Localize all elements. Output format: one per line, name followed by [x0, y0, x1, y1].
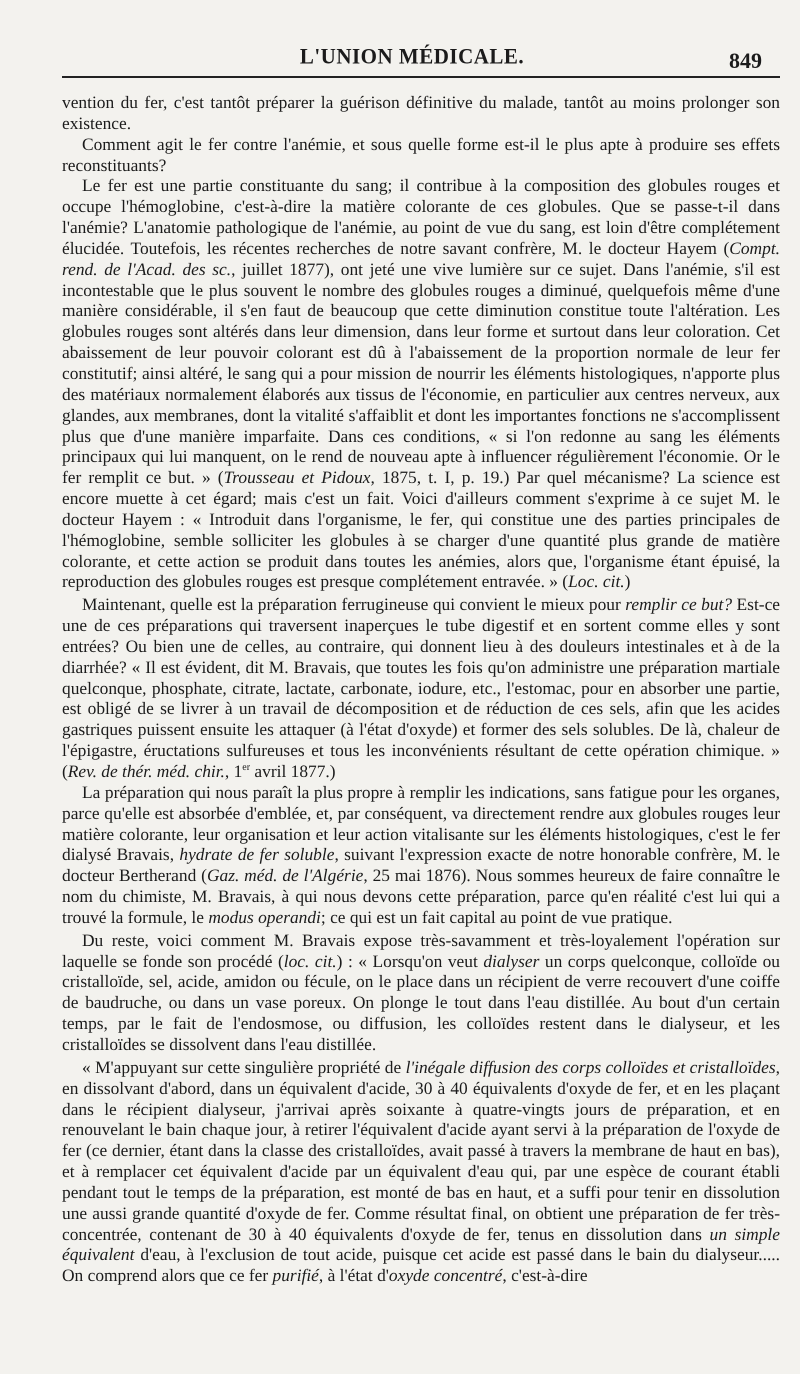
header-rule: [62, 76, 780, 78]
italic-text: Compt. rend. de l'Acad. des sc.: [62, 237, 780, 279]
text-run: Comment agit le fer contre l'anémie, et sous quelle forme est-il le plus apte à produire ses effets reconstituants?: [62, 133, 780, 175]
italic-text: purifié: [272, 1265, 319, 1286]
italic-text: Trousseau et Pidoux,: [223, 467, 375, 488]
text-run: un corps quelconque, colloïde ou cristalloïde, sel, acide, amidon ou fécule, on le place dans un récipient de verre recouvert d'une coiffe de baudruche, ou dans un vase poreux. On plonge le tout dans l'eau distillée. Au bout d'un certain temps, par le fait de l'endosmose, ou diffusion, les colloïdes restent dans le dialyseur, et les cristalloïdes se dissolvent dans l'eau distillée.: [62, 950, 780, 1054]
text-run: , juillet 1877), ont jeté une vive lumière sur ce sujet. Dans l'anémie, s'il est incontestable que le plus souvent le nombre des globules rouges a diminué, quelquefois même d'une manière considérable, il s'en faut de beaucoup que cette diminution constitue toute l'altération. Les globules rouges sont altérés dans leur dimension, dans leur forme et surtout dans leur coloration. Cet abaissement de leur pouvoir colorant est dû à l'abaissement de la proportion normale de leur fer constitutif; ainsi altéré, le sang qui a pour mission de nourrir les éléments histologiques, n'apporte plus des matériaux normalement élaborés aux tissus de l'économie, en particulier aux centres nerveux, aux glandes, aux membranes, dont la vitalité s'affaiblit et dont les importantes fonctions ne s'accomplissent plus que d'une manière imparfaite. Dans ces conditions, « si l'on redonne au sang les éléments principaux qui lui manquent, on le rend de nouveau apte à influencer régulièrement l'économie. Or le fer remplit ce but. » (: [62, 258, 781, 488]
paragraph: [62, 175, 780, 592]
text-run: avril 1877.): [250, 761, 336, 781]
italic-text: modus operandi: [208, 906, 321, 927]
text-run: 1875, t. I, p. 19.) Par quel mécanisme? La science est encore muette à cet égard; mais c'est un fait. Voici d'ailleurs comment s'exprime à ce sujet M. le docteur Hayem : « Introduit dans l'organisme, le fer, qui constitue une des parties principales de l'hémoglobine, semble solliciter les globules à se charger d'une quantité plus grande de matière colorante, et cette action se produit dans toutes les anémies, alors que, l'organisme étant épuisé, la reproduction des globules rouges est presque complétement entravée. » (: [62, 467, 780, 592]
italic-text: Loc. cit.: [568, 571, 625, 592]
italic-text: hydrate de fer soluble: [179, 844, 335, 865]
text-run: vention du fer, c'est tantôt préparer la guérison définitive du malade, tantôt au moins prolonger son existence.: [62, 92, 780, 133]
text-run: , à l'état d': [318, 1265, 389, 1286]
italic-text: un simple équivalent: [62, 1223, 780, 1265]
text-run: , c'est-à-dire: [502, 1265, 588, 1286]
article-body: [62, 92, 780, 1286]
paragraph: [62, 594, 780, 782]
journal-title: L'UNION MÉDICALE.: [299, 43, 525, 69]
text-run: , en dissolvant d'abord, dans un équivalent d'acide, 30 à 40 équivalents d'oxyde de fer, et en les plaçant dans le récipient dialyseur, j'arrivai après soixante à quatre-vingts jours de préparation, et en renouvelant le bain chaque jour, à retirer l'équivalent d'acide ayant servi à la préparation de l'oxyde de fer (ce dernier, étant dans la classe des cristalloïdes, avait passé à travers la membrane de haut en bas), et à remplacer cet équivalent d'acide par un équivalent d'eau qui, par une espèce de courant établi pendant tout le temps de la préparation, est monté de bas en haut, et a suffi pour tenir en dissolution une aussi grande quantité d'oxyde de fer. Comme résultat final, on obtient une préparation de fer très-concentrée, contenant de 30 à 40 équivalents d'oxyde de fer, tenus en dissolution dans: [62, 1056, 780, 1244]
paragraph: [62, 134, 780, 176]
italic-text: oxyde concentré: [388, 1265, 503, 1286]
paragraph: [62, 92, 780, 134]
page-number: 849: [729, 48, 762, 73]
text-run: La préparation qui nous paraît la plus propre à remplir les indications, sans fatigue pour les organes, parce qu'elle est absorbée d'emblée, et, par conséquent, va directement rendre aux globules rouges leur matière colorante, leur organisation et leur action vitalisante sur les éléments histologiques, c'est le fer dialysé Bravais,: [62, 781, 780, 865]
text-run: , suivant l'expression exacte de notre honorable confrère, M. le docteur Bertherand (: [62, 844, 780, 886]
italic-text: remplir ce but?: [625, 594, 733, 615]
text-run: , 25 mai 1876). Nous sommes heureux de faire connaître le nom du chimiste, M. Bravais, à qui nous devons cette préparation, parce qu'en réalité c'est lui qui a trouvé la formule, le: [62, 865, 780, 927]
text-run: ) : « Lorsqu'on veut: [336, 950, 484, 971]
italic-text: l'inégale diffusion des corps colloïdes et cristalloïdes: [405, 1056, 776, 1077]
italic-text: loc. cit.: [283, 950, 337, 971]
paragraph: [62, 930, 780, 1055]
text-run: , 1: [224, 761, 243, 781]
text-run: Est-ce une de ces préparations qui traversent inaperçues le tube digestif et en sortent comme elles y sont entrées? Ou bien une de celles, au contraire, qui donnent lieu à des douleurs intestinales et à de la diarrhée? « Il est évident, dit M. Bravais, que toutes les fois qu'on administre une préparation martiale quelconque, phosphate, citrate, lactate, carbonate, iodure, etc., l'estomac, pour en absorber une partie, est obligé de se livrer à un travail de décomposition et de réduction de ces sels, afin que les acides gastriques puissent ensuite les attaquer (à l'état d'oxyde) et former des sels solubles. De là, chaleur de l'épigastre, éructations sulfureuses et tous les inconvénients résultant de cette opération chimique. » (: [62, 594, 781, 781]
italic-text: Gaz. méd. de l'Algérie: [206, 865, 364, 886]
paragraph: [62, 1057, 780, 1286]
text-run: ; ce qui est un fait capital au point de vue pratique.: [320, 906, 673, 927]
text-run: « M'appuyant sur cette singulière propriété de: [82, 1056, 406, 1077]
page-header: [62, 42, 762, 74]
text-run: Le fer est une partie constituante du sang; il contribue à la composition des globules rouges et occupe l'hémoglobine, c'est-à-dire la matière colorante de ces globules. Que se passe-t-il dans l'anémie? L'anatomie pathologique de l'anémie, au point de vue du sang, est loin d'être complétement élucidée. Toutefois, les récentes recherches de notre savant confrère, M. le docteur Hayem (: [62, 175, 780, 258]
italic-text: Rev. de thér. méd. chir.: [67, 761, 225, 781]
text-run: ): [624, 571, 631, 592]
paragraph: [62, 782, 780, 928]
text-run: Maintenant, quelle est la préparation ferrugineuse qui convient le mieux pour: [82, 594, 626, 615]
superscript: er: [242, 762, 251, 774]
italic-text: dialyser: [483, 950, 540, 971]
text-run: d'eau, à l'exclusion de tout acide, puisque cet acide est passé dans le bain du dialyseur..... On comprend alors que ce fer: [62, 1244, 780, 1286]
text-run: Du reste, voici comment M. Bravais expose très-savamment et très-loyalement l'opération sur laquelle se fonde son procédé (: [62, 929, 780, 971]
